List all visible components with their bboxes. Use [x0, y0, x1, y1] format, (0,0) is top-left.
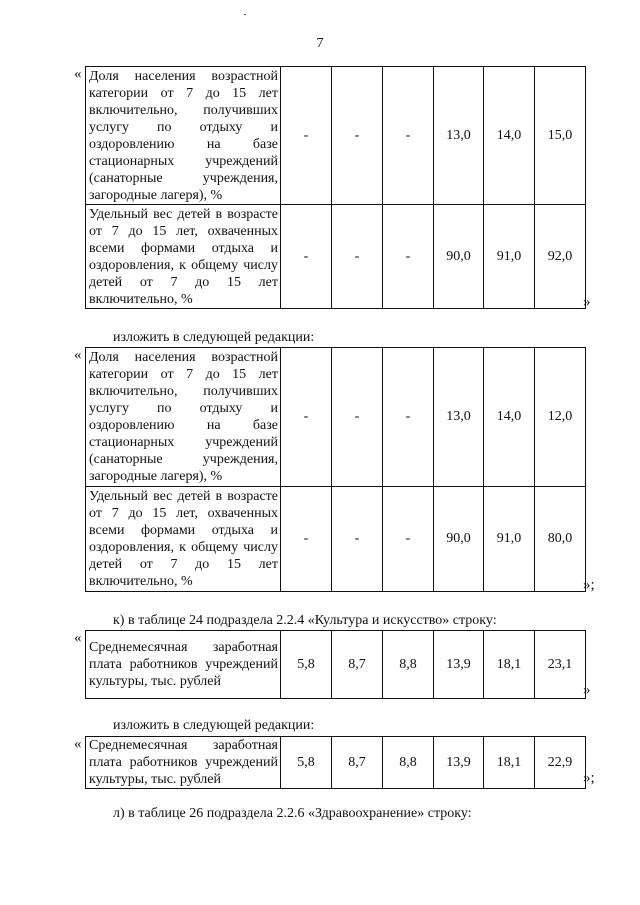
cell-value: 13,9: [434, 737, 484, 789]
paragraph-l: л) в таблице 26 подраздела 2.2.6 «Здравоохранение» строку:: [113, 806, 472, 821]
table-row: [86, 348, 586, 487]
cell-value: 13,0: [434, 67, 484, 205]
cell-value: 12,0: [535, 348, 586, 487]
table-row: [86, 487, 586, 592]
open-quote: «: [74, 347, 82, 363]
close-quote: »: [583, 294, 591, 310]
row-label: Среднемесячная заработная плата работников учреждений культуры, тыс. рублей: [86, 737, 281, 789]
cell-value: 90,0: [434, 487, 484, 592]
close-quote-semicolon: »;: [583, 577, 595, 593]
cell-value: 18,1: [484, 737, 535, 789]
row-label: Доля населения возрастной категории от 7 до 15 лет включительно, получивших услугу по отдыху и оздоровлению на базе стационарных учреждений (санаторные учреждения, загородные лагеря), %: [86, 348, 281, 487]
cell-value: -: [332, 67, 383, 205]
cell-value: 8,7: [332, 631, 383, 699]
row-label: Удельный вес детей в возрасте от 7 до 15 лет, охваченных всеми формами отдыха и оздоровления, к общему числу детей от 7 до 15 лет включительно, %: [86, 487, 281, 592]
cell-value: 91,0: [484, 205, 535, 309]
open-quote: «: [74, 66, 82, 82]
cell-value: 13,0: [434, 348, 484, 487]
cell-value: 8,7: [332, 737, 383, 789]
cell-value: 23,1: [535, 631, 586, 699]
cell-value: -: [332, 487, 383, 592]
cell-value: -: [332, 348, 383, 487]
cell-value: 5,8: [281, 631, 332, 699]
paragraph-revision: изложить в следующей редакции:: [113, 330, 315, 345]
table-row: [86, 631, 586, 699]
table-4: [85, 736, 586, 789]
scan-mark: [244, 14, 246, 15]
paragraph-k: к) в таблице 24 подраздела 2.2.4 «Культура и искусство» строку:: [113, 613, 497, 628]
row-label: Удельный вес детей в возрасте от 7 до 15 лет, охваченных всеми формами отдыха и оздоровления, к общему числу детей от 7 до 15 лет включительно, %: [86, 205, 281, 309]
cell-value: -: [281, 348, 332, 487]
close-quote: »: [583, 682, 591, 698]
cell-value: -: [383, 67, 434, 205]
cell-value: 14,0: [484, 67, 535, 205]
cell-value: -: [332, 205, 383, 309]
cell-value: 13,9: [434, 631, 484, 699]
open-quote: «: [74, 736, 82, 752]
table-row: [86, 205, 586, 309]
cell-value: -: [383, 205, 434, 309]
cell-value: 80,0: [535, 487, 586, 592]
paragraph-revision: изложить в следующей редакции:: [113, 718, 315, 733]
cell-value: -: [383, 348, 434, 487]
cell-value: -: [281, 67, 332, 205]
table-row: [86, 67, 586, 205]
cell-value: 15,0: [535, 67, 586, 205]
open-quote: «: [74, 630, 82, 646]
cell-value: 8,8: [383, 737, 434, 789]
cell-value: 90,0: [434, 205, 484, 309]
cell-value: 5,8: [281, 737, 332, 789]
cell-value: -: [281, 205, 332, 309]
cell-value: 91,0: [484, 487, 535, 592]
row-label: Доля населения возрастной категории от 7 до 15 лет включительно, получивших услугу по отдыху и оздоровлению на базе стационарных учреждений (санаторные учреждения, загородные лагеря), %: [86, 67, 281, 205]
table-3: [85, 630, 586, 699]
cell-value: 92,0: [535, 205, 586, 309]
table-row: [86, 737, 586, 789]
cell-value: 18,1: [484, 631, 535, 699]
cell-value: 22,9: [535, 737, 586, 789]
cell-value: 8,8: [383, 631, 434, 699]
table-1: [85, 66, 586, 309]
row-label: Среднемесячная заработная плата работников учреждений культуры, тыс. рублей: [86, 631, 281, 699]
table-2: [85, 347, 586, 592]
cell-value: 14,0: [484, 348, 535, 487]
cell-value: -: [281, 487, 332, 592]
page-number: 7: [316, 36, 324, 51]
cell-value: -: [383, 487, 434, 592]
close-quote-semicolon: »;: [583, 770, 595, 786]
